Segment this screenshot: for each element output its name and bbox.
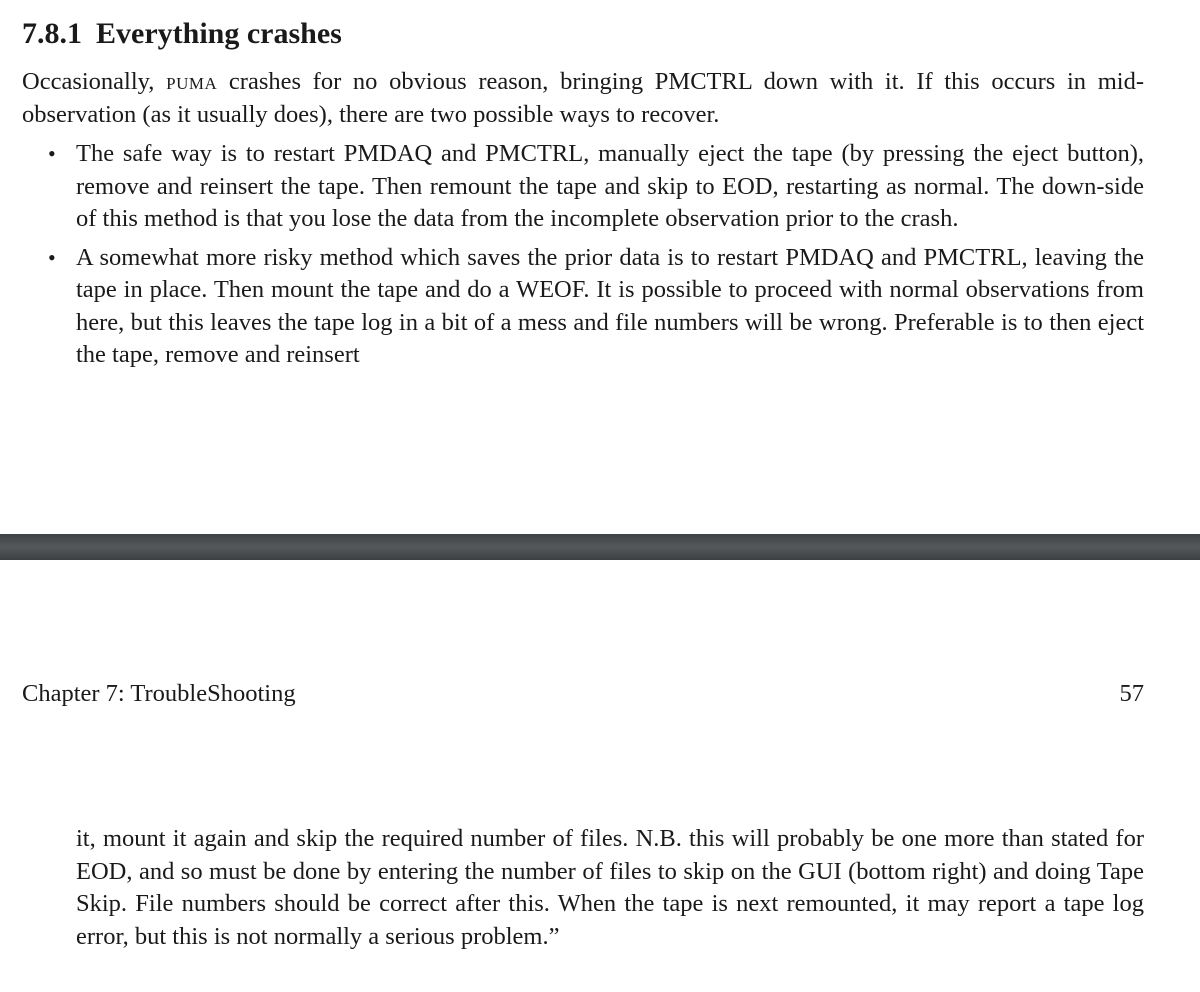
recovery-options-list (22, 138, 1144, 378)
section-heading (22, 14, 342, 54)
page-break-separator (0, 534, 1200, 560)
bullet-icon: • (48, 141, 56, 166)
page-lower-section (0, 560, 1200, 992)
list-item-text: A somewhat more risky method which saves the prior data is to restart PMDAQ and PMCTRL, leaving the tape in place. Then mount the tape and do a WEOF. It is possible to proceed with normal observations from here, but this leaves the tape log in a bit of a mess and file numbers will be wrong. Preferable is to then eject the tape, remove and reinsert (76, 243, 1144, 368)
intro-text-end: crashes for no obvious reason, bringing PMCTRL down with it. If this occurs in mid-observation (as it usually does), there are two possible ways to recover. (22, 68, 1144, 128)
list-item-text: The safe way is to restart PMDAQ and PMCTRL, manually eject the tape (by pressing the eject button), remove and reinsert the tape. Then remount the tape and skip to EOD, restarting as normal. The down-side of this method is that you lose the data from the incomplete observation prior to the crash. (76, 140, 1144, 232)
chapter-label: Chapter 7: TroubleShooting (22, 680, 296, 707)
list-item-safe-way (22, 138, 1144, 236)
section-title: Everything crashes (96, 17, 342, 50)
list-item-risky-way (22, 242, 1144, 372)
page-number: 57 (1119, 680, 1144, 707)
section-number: 7.8.1 (22, 17, 82, 50)
intro-text-start: Occasionally, (22, 68, 167, 95)
intro-paragraph (22, 66, 1144, 131)
bullet-icon: • (48, 244, 56, 270)
continuation-paragraph: it, mount it again and skip the required number of files. N.B. this will probably be one more than stated for EOD, and so must be done by entering the number of files to skip on the GUI (bottom right) and doing Tape Skip. File numbers should be correct after this. When the tape is next remounted, it may report a tape log error, but this is not normally a serious problem.” (76, 825, 1144, 950)
puma-smallcaps: puma (166, 68, 218, 95)
